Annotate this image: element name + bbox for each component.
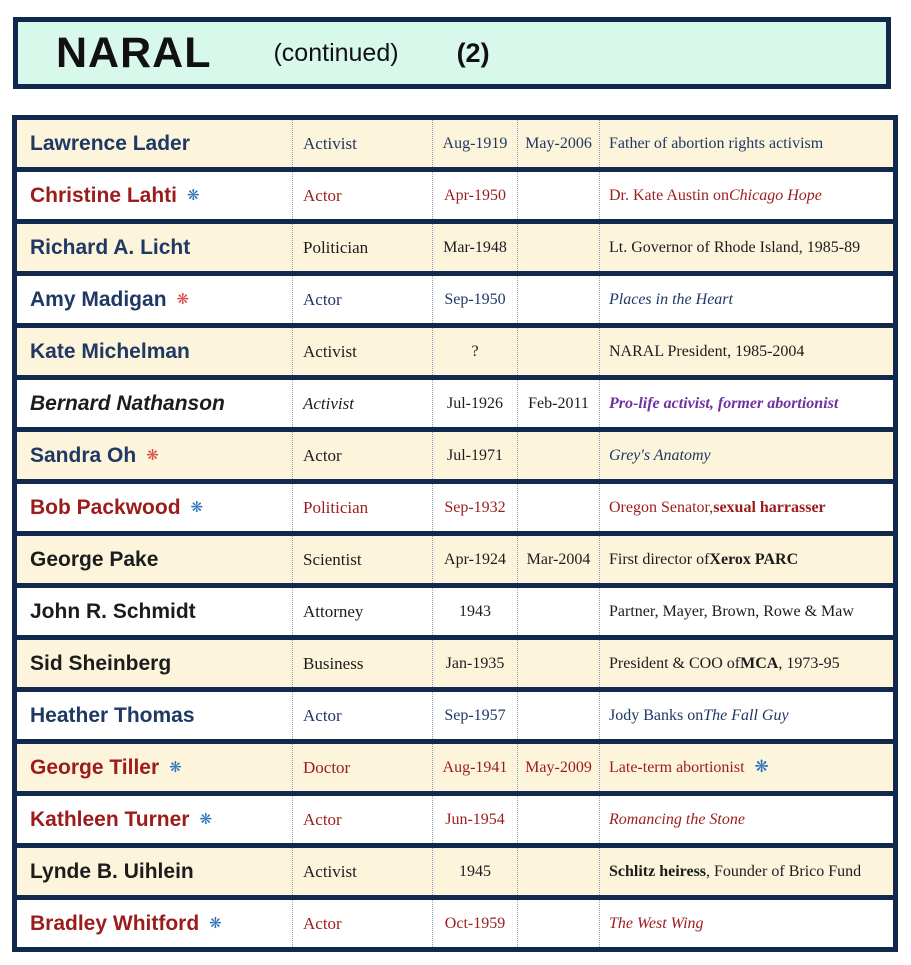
note-text-run: Jody Banks on [609,706,704,724]
occupation: Business [293,640,433,687]
occupation: Politician [293,484,433,531]
person-name-text: Sid Sheinberg [30,651,172,675]
occupation: Actor [293,692,433,739]
table-row [17,640,893,692]
marker-asterisk-icon: ❋ [176,290,190,308]
marker-asterisk-icon: ❋ [169,758,182,776]
table-row [17,848,893,900]
death-date: May-2006 [518,120,600,167]
death-date: Mar-2004 [518,536,600,583]
table-row [17,328,893,380]
death-date [518,640,600,687]
death-date [518,276,600,323]
birth-date: Sep-1950 [433,276,518,323]
person-name-text: George Pake [30,547,159,571]
table-row [17,120,893,172]
person-name [17,120,293,167]
birth-date: Jan-1935 [433,640,518,687]
table-row [17,172,893,224]
person-name-text: Kathleen Turner [30,807,190,831]
marker-asterisk-icon: ❋ [146,446,159,464]
note [600,900,893,947]
occupation: Attorney [293,588,433,635]
note [600,432,893,479]
header-continued-label: (continued) [273,38,399,67]
person-name [17,432,293,479]
note-text-run: Father of abortion rights activism [609,134,824,152]
occupation: Actor [293,172,433,219]
table-row [17,588,893,640]
birth-date: Aug-1941 [433,744,518,791]
death-date [518,224,600,271]
note-text-run: Places in the Heart [609,290,733,308]
note [600,120,893,167]
birth-date: Sep-1957 [433,692,518,739]
note-text-run: Oregon Senator, [609,498,714,516]
table-row [17,432,893,484]
death-date: May-2009 [518,744,600,791]
table-row [17,692,893,744]
note-text-run: Late-term abortionist [609,758,745,776]
note-text-run: Grey's Anatomy [609,446,711,464]
note-text-run: sexual harrasser [713,498,826,516]
death-date [518,172,600,219]
person-name [17,796,293,843]
note [600,744,893,791]
person-name-text: Christine Lahti [30,183,178,207]
person-name [17,536,293,583]
person-name [17,224,293,271]
person-name [17,484,293,531]
occupation: Activist [293,328,433,375]
table-row [17,536,893,588]
table-row [17,380,893,432]
person-name [17,380,293,427]
note [600,536,893,583]
marker-asterisk-icon: ❋ [199,810,213,828]
occupation: Activist [293,380,433,427]
death-date [518,328,600,375]
person-name [17,640,293,687]
birth-date: Sep-1932 [433,484,518,531]
note [600,848,893,895]
note-text-run: Pro-life activist, former abortionist [609,394,839,412]
death-date [518,796,600,843]
note-text-run: Lt. Governor of Rhode Island, 1985-89 [609,238,861,256]
birth-date: 1943 [433,588,518,635]
table-row [17,744,893,796]
birth-date: Jul-1926 [433,380,518,427]
person-name [17,172,293,219]
marker-asterisk-icon: ❋ [209,914,222,932]
note-text-run: President & COO of [609,654,741,672]
note [600,172,893,219]
note-text-run: The Fall Guy [703,706,789,724]
note [600,692,893,739]
occupation: Politician [293,224,433,271]
death-date [518,588,600,635]
note-text-run: Schlitz heiress [609,862,707,880]
birth-date: Apr-1950 [433,172,518,219]
person-name-text: Lawrence Lader [30,131,190,155]
note-text-run: First director of [609,550,710,568]
note [600,224,893,271]
person-name-text: Bob Packwood [30,495,181,519]
person-name-text: Kate Michelman [30,339,190,363]
person-name [17,328,293,375]
person-name [17,744,293,791]
person-name [17,900,293,947]
person-name [17,848,293,895]
table-row [17,484,893,536]
note-text-run: Romancing the Stone [609,810,745,828]
birth-date: Aug-1919 [433,120,518,167]
marker-asterisk-icon: ❋ [187,186,200,204]
note [600,380,893,427]
note [600,588,893,635]
person-name [17,692,293,739]
person-name-text: Bernard Nathanson [30,391,225,415]
death-date [518,432,600,479]
note-text-run: NARAL President, 1985-2004 [609,342,805,360]
note-text-run: , 1973-95 [778,654,840,672]
note-text-run: Dr. Kate Austin on [609,186,729,204]
note [600,328,893,375]
birth-date: Apr-1924 [433,536,518,583]
death-date [518,692,600,739]
header-page-number: (2) [456,37,490,68]
note-text-run: The West Wing [609,914,704,932]
person-name-text: George Tiller [30,755,160,779]
occupation: Activist [293,848,433,895]
person-name-text: Amy Madigan [30,287,167,311]
people-table [12,115,898,952]
birth-date: Mar-1948 [433,224,518,271]
birth-date: 1945 [433,848,518,895]
occupation: Actor [293,276,433,323]
death-date: Feb-2011 [518,380,600,427]
table-row [17,796,893,848]
occupation: Scientist [293,536,433,583]
birth-date: Oct-1959 [433,900,518,947]
occupation: Doctor [293,744,433,791]
death-date [518,484,600,531]
birth-date: Jun-1954 [433,796,518,843]
occupation: Actor [293,900,433,947]
note [600,640,893,687]
note-text-run: MCA [740,654,779,672]
birth-date: Jul-1971 [433,432,518,479]
marker-asterisk-icon: ❋ [190,498,204,516]
birth-date: ? [433,328,518,375]
person-name-text: Lynde B. Uihlein [30,859,194,883]
occupation: Actor [293,796,433,843]
table-row [17,224,893,276]
death-date [518,848,600,895]
note-text-run: , Founder of Brico Fund [706,862,862,880]
person-name-text: Heather Thomas [30,703,195,727]
marker-asterisk-icon: ❋ [754,757,769,777]
note [600,796,893,843]
table-row [17,900,893,947]
note-text-run: Partner, Mayer, Brown, Rowe & Maw [609,602,854,620]
page-title: NARAL [56,28,212,77]
occupation: Activist [293,120,433,167]
person-name [17,276,293,323]
person-name-text: Sandra Oh [30,443,137,467]
person-name-text: Bradley Whitford [30,911,200,935]
note-text-run: Chicago Hope [729,186,822,204]
occupation: Actor [293,432,433,479]
person-name-text: John R. Schmidt [30,599,196,623]
note [600,484,893,531]
note-text-run: Xerox PARC [709,550,799,568]
person-name-text: Richard A. Licht [30,235,191,259]
death-date [518,900,600,947]
note [600,276,893,323]
header-banner [13,17,891,89]
person-name [17,588,293,635]
table-row [17,276,893,328]
